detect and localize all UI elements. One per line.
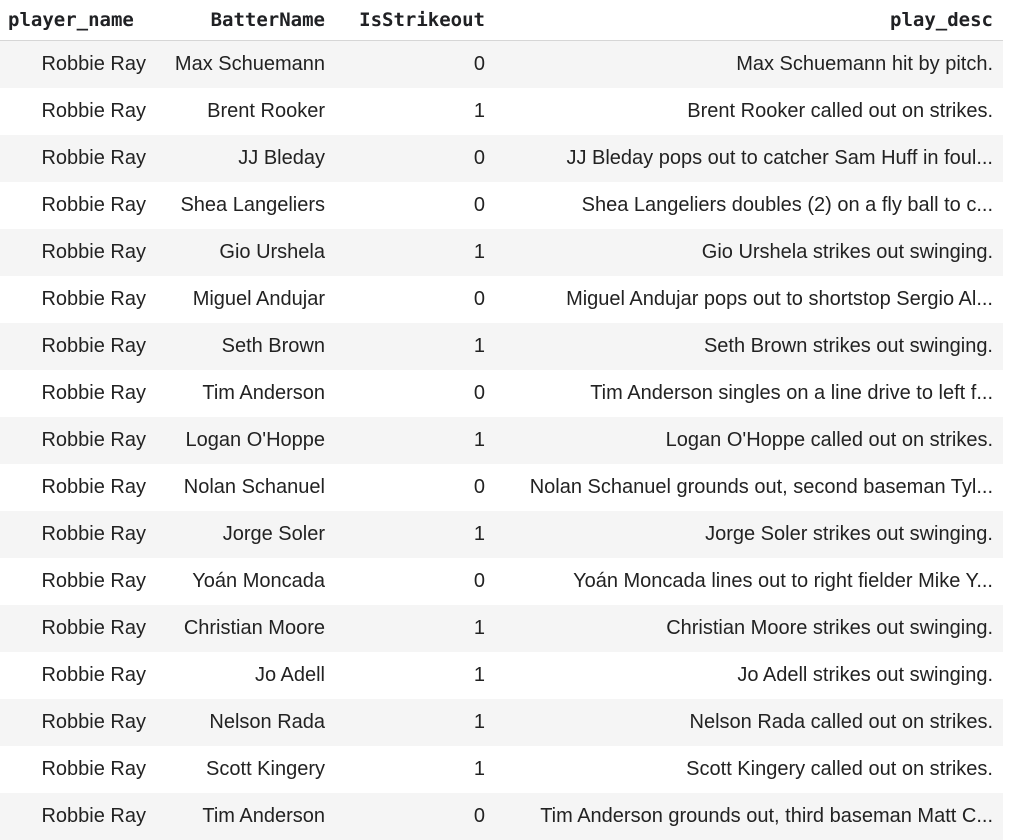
- cell-is-strikeout: 0: [335, 558, 495, 605]
- cell-play-desc: Seth Brown strikes out swinging.: [495, 323, 1003, 370]
- table-row: [0, 417, 1003, 464]
- cell-play-desc: Jo Adell strikes out swinging.: [495, 652, 1003, 699]
- table-header: [0, 0, 1003, 41]
- column-header-player-name: player_name: [0, 0, 156, 41]
- cell-play-desc: Nolan Schanuel grounds out, second baseman Tyl...: [495, 464, 1003, 511]
- cell-play-desc: Max Schuemann hit by pitch.: [495, 41, 1003, 89]
- cell-batter-name: Seth Brown: [156, 323, 335, 370]
- cell-is-strikeout: 1: [335, 229, 495, 276]
- cell-is-strikeout: 1: [335, 323, 495, 370]
- cell-is-strikeout: 1: [335, 699, 495, 746]
- cell-player-name: Robbie Ray: [0, 135, 156, 182]
- cell-play-desc: Shea Langeliers doubles (2) on a fly ball to c...: [495, 182, 1003, 229]
- cell-is-strikeout: 0: [335, 276, 495, 323]
- cell-play-desc: Tim Anderson singles on a line drive to left f...: [495, 370, 1003, 417]
- cell-is-strikeout: 0: [335, 370, 495, 417]
- cell-is-strikeout: 1: [335, 511, 495, 558]
- table-row: [0, 323, 1003, 370]
- cell-is-strikeout: 1: [335, 746, 495, 793]
- cell-is-strikeout: 0: [335, 464, 495, 511]
- cell-batter-name: Yoán Moncada: [156, 558, 335, 605]
- column-header-is-strikeout: IsStrikeout: [335, 0, 495, 41]
- cell-is-strikeout: 1: [335, 417, 495, 464]
- cell-play-desc: Tim Anderson grounds out, third baseman Matt C...: [495, 793, 1003, 840]
- cell-player-name: Robbie Ray: [0, 511, 156, 558]
- table-body: [0, 41, 1003, 840]
- cell-player-name: Robbie Ray: [0, 746, 156, 793]
- cell-player-name: Robbie Ray: [0, 558, 156, 605]
- cell-batter-name: Jo Adell: [156, 652, 335, 699]
- cell-batter-name: Tim Anderson: [156, 370, 335, 417]
- cell-batter-name: Jorge Soler: [156, 511, 335, 558]
- table-row: [0, 464, 1003, 511]
- cell-play-desc: Gio Urshela strikes out swinging.: [495, 229, 1003, 276]
- table-row: [0, 793, 1003, 840]
- cell-play-desc: Christian Moore strikes out swinging.: [495, 605, 1003, 652]
- cell-player-name: Robbie Ray: [0, 88, 156, 135]
- table-row: [0, 88, 1003, 135]
- cell-batter-name: Gio Urshela: [156, 229, 335, 276]
- cell-play-desc: Logan O'Hoppe called out on strikes.: [495, 417, 1003, 464]
- table-row: [0, 558, 1003, 605]
- table-row: [0, 605, 1003, 652]
- table-row: [0, 276, 1003, 323]
- cell-player-name: Robbie Ray: [0, 370, 156, 417]
- cell-is-strikeout: 0: [335, 135, 495, 182]
- column-header-batter-name: BatterName: [156, 0, 335, 41]
- cell-play-desc: Brent Rooker called out on strikes.: [495, 88, 1003, 135]
- table-row: [0, 370, 1003, 417]
- cell-is-strikeout: 1: [335, 652, 495, 699]
- cell-is-strikeout: 1: [335, 88, 495, 135]
- header-row: [0, 0, 1003, 41]
- cell-is-strikeout: 0: [335, 793, 495, 840]
- cell-player-name: Robbie Ray: [0, 652, 156, 699]
- cell-player-name: Robbie Ray: [0, 417, 156, 464]
- table-row: [0, 182, 1003, 229]
- cell-player-name: Robbie Ray: [0, 182, 156, 229]
- cell-player-name: Robbie Ray: [0, 699, 156, 746]
- cell-is-strikeout: 0: [335, 182, 495, 229]
- table-row: [0, 652, 1003, 699]
- cell-batter-name: JJ Bleday: [156, 135, 335, 182]
- table-row: [0, 135, 1003, 182]
- cell-batter-name: Nelson Rada: [156, 699, 335, 746]
- cell-player-name: Robbie Ray: [0, 793, 156, 840]
- cell-play-desc: Yoán Moncada lines out to right fielder Mike Y...: [495, 558, 1003, 605]
- cell-batter-name: Nolan Schanuel: [156, 464, 335, 511]
- cell-is-strikeout: 1: [335, 605, 495, 652]
- cell-play-desc: Miguel Andujar pops out to shortstop Sergio Al...: [495, 276, 1003, 323]
- cell-player-name: Robbie Ray: [0, 41, 156, 89]
- cell-batter-name: Logan O'Hoppe: [156, 417, 335, 464]
- cell-batter-name: Tim Anderson: [156, 793, 335, 840]
- table-row: [0, 511, 1003, 558]
- cell-play-desc: Jorge Soler strikes out swinging.: [495, 511, 1003, 558]
- cell-batter-name: Miguel Andujar: [156, 276, 335, 323]
- cell-batter-name: Shea Langeliers: [156, 182, 335, 229]
- table-row: [0, 41, 1003, 89]
- cell-batter-name: Brent Rooker: [156, 88, 335, 135]
- column-header-play-desc: play_desc: [495, 0, 1003, 41]
- cell-play-desc: Nelson Rada called out on strikes.: [495, 699, 1003, 746]
- cell-is-strikeout: 0: [335, 41, 495, 89]
- cell-batter-name: Christian Moore: [156, 605, 335, 652]
- cell-batter-name: Max Schuemann: [156, 41, 335, 89]
- table-row: [0, 746, 1003, 793]
- table-row: [0, 699, 1003, 746]
- cell-play-desc: JJ Bleday pops out to catcher Sam Huff in foul...: [495, 135, 1003, 182]
- cell-player-name: Robbie Ray: [0, 276, 156, 323]
- cell-player-name: Robbie Ray: [0, 229, 156, 276]
- cell-batter-name: Scott Kingery: [156, 746, 335, 793]
- cell-player-name: Robbie Ray: [0, 464, 156, 511]
- cell-player-name: Robbie Ray: [0, 605, 156, 652]
- cell-player-name: Robbie Ray: [0, 323, 156, 370]
- table-row: [0, 229, 1003, 276]
- cell-play-desc: Scott Kingery called out on strikes.: [495, 746, 1003, 793]
